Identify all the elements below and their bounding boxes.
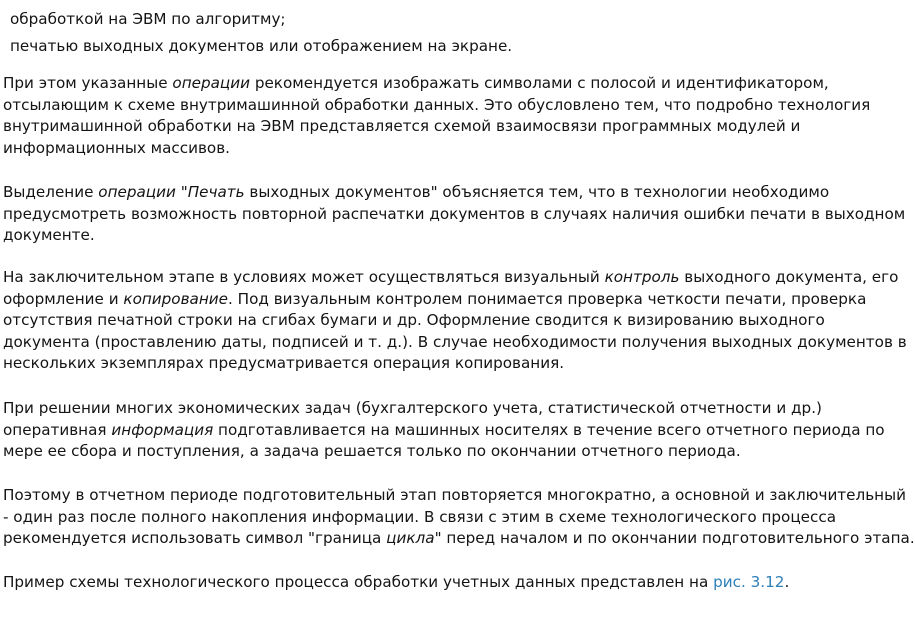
paragraph-reporting-period (3, 485, 915, 550)
text-line: Пример схемы технологического процесса обработки учетных данных представлен на рис. 3.12. (3, 573, 790, 591)
bullet-list (10, 6, 512, 60)
term-operations: операции (98, 183, 176, 201)
text-line: - один раз после полного накопления информации. В связи с этим в схеме технологического процесса (3, 507, 837, 526)
text-line: При решении многих экономических задач (бухгалтерского учета, статистической отчетности и др.) (3, 399, 822, 417)
text-line: рекомендуется использовать символ "граница цикла" перед началом и по окончании подготовительного этапа. (3, 529, 915, 547)
term-cycle: цикла (386, 529, 435, 547)
text-line: отсылающим к схеме внутримашинной обработки данных. Это обусловлено тем, что подробно технология (3, 95, 871, 114)
paragraph-economic-tasks (3, 398, 885, 463)
text-line: При этом указанные операции рекомендуется изображать символами с полосой и идентификатором, (3, 74, 829, 92)
list-item: обработкой на ЭВМ по алгоритму; (10, 10, 286, 28)
term-operations: операции (172, 74, 250, 92)
text-line: Выделение операции "Печать выходных документов" объясняется тем, что в технологии необходимо (3, 183, 830, 201)
text-line: внутримашинной обработки на ЭВМ представляется схемой взаимосвязи программных модулей и (3, 117, 801, 135)
figure-link[interactable]: рис. 3.12 (713, 573, 785, 591)
text-line: документа (проставлению даты, подписей и т. д.). В случае необходимости получения выходных документов в (3, 332, 907, 351)
text-line: мере ее сбора и поступления, а задача решается только по окончании отчетного периода. (3, 442, 741, 460)
term-print: Печать (187, 183, 245, 201)
text-line: отсутствия печатной строки на сгибах бумаги и др. Оформление сводится к визированию выходного (3, 311, 825, 329)
text-line: информационных массивов. (3, 138, 231, 157)
text-line: предусмотреть возможность повторной распечатки документов в случаях наличия ошибки печати в выходном (3, 204, 906, 223)
text-line: Поэтому в отчетном периоде подготовительный этап повторяется многократно, а основной и заключительный (3, 486, 906, 504)
paragraph-example-figure (3, 572, 813, 594)
paragraph-operations-symbols (3, 73, 871, 159)
list-item: печатью выходных документов или отображением на экране. (10, 37, 513, 55)
text-line: нескольких экземплярах предусматривается операция копирования. (3, 354, 565, 372)
text-line: На заключительном этапе в условиях может осуществляться визуальный контроль выходного документа, его (3, 268, 899, 286)
term-copying: копирование (123, 289, 228, 308)
paragraph-print-operation (3, 182, 906, 247)
term-control: контроль (604, 268, 680, 286)
text-line: оформление и копирование. Под визуальным контролем понимается проверка четкости печати, проверка (3, 289, 867, 308)
paragraph-final-stage (3, 267, 907, 375)
term-information: информация (111, 420, 214, 439)
text-line: документе. (3, 226, 95, 244)
text-line: оперативная информация подготавливается на машинных носителях в течение всего отчетного периода по (3, 420, 885, 439)
